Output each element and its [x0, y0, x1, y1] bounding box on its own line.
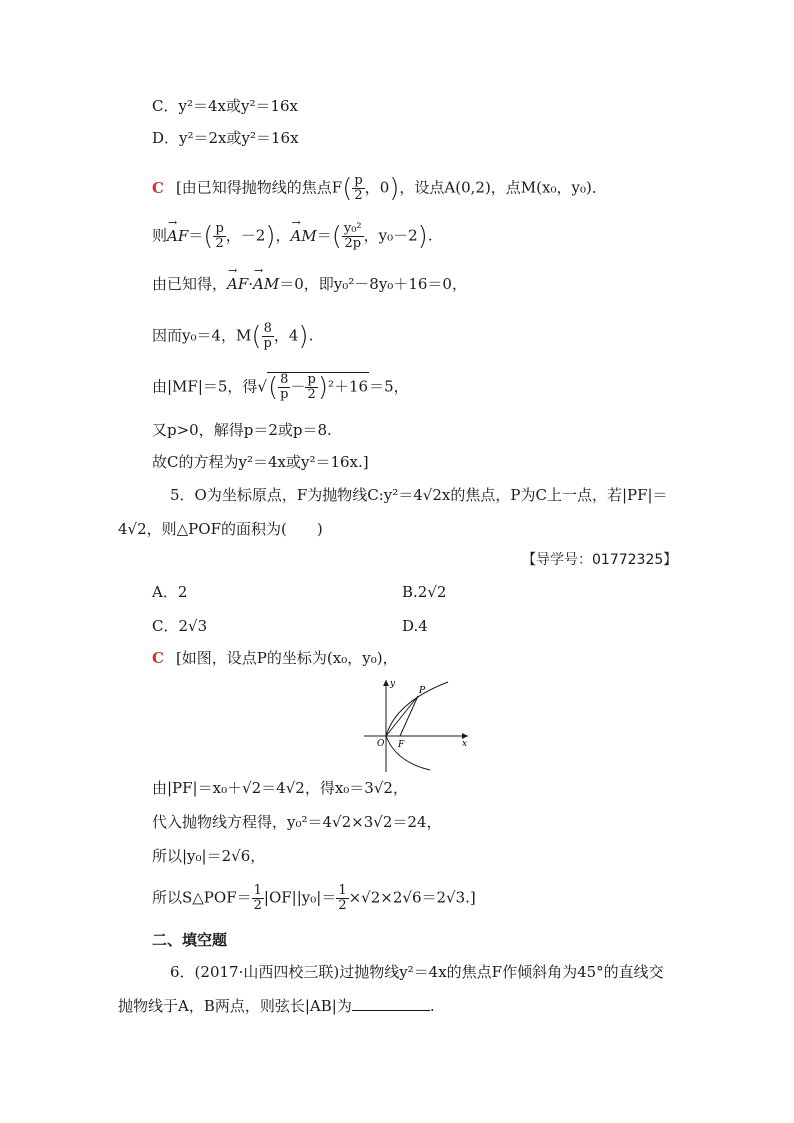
label-f: F [398, 740, 405, 750]
q5-solution-line-4: 所以|y₀|＝2√6， [152, 847, 266, 865]
fraction: $\frac{1}{2}$ [338, 883, 347, 913]
q4-solution-line-2: 则→ AF＝( $\frac{p}{2}$ ，－2)，→ AM＝( $\frac{\text{y₀²}}{2p}$ ，y₀－2). [152, 222, 433, 251]
text: ＝0，即y₀²－8y₀＋16＝0， [279, 275, 467, 293]
q4-solution-line-4: 因而y₀＝4，M( $\frac{8}{p}$ ，4). [152, 321, 314, 352]
q5-stem-line-2: 4√2，则△POF的面积为( ) [118, 520, 323, 538]
text: |OF||y₀|＝ [263, 888, 337, 907]
text: ＝ [188, 226, 204, 245]
text: [由已知得抛物线的焦点F [175, 178, 343, 197]
label-y: y [390, 679, 396, 689]
label-x: x [462, 739, 468, 749]
text: ，设点A(0,2)，点M(x₀，y₀)． [399, 178, 607, 197]
q5-solution-line-3: 代入抛物线方程得，y₀²＝4√2×3√2＝24， [152, 813, 442, 831]
text: 因而y₀＝4，M [152, 326, 252, 345]
q5-option-d: D.4 [402, 617, 428, 635]
fraction: $\frac{p}{2}$ [354, 173, 363, 203]
q4-solution-line-7: 故C的方程为y²＝4x或y²＝16x.] [152, 453, 369, 471]
text: 由已知得， [152, 275, 228, 293]
text: ，4 [273, 326, 299, 345]
label-p: P [419, 686, 426, 696]
q4-solution-line-3 [152, 274, 467, 294]
fraction: $\frac{p}{2}$ [215, 221, 224, 251]
text: [如图，设点P的坐标为(x₀，y₀)， [175, 649, 398, 667]
q5-solution-line-2: 由|PF|＝x₀＋√2＝4√2，得x₀＝3√2， [152, 779, 408, 797]
text: ，－2 [225, 226, 266, 245]
label-o: O [377, 739, 385, 749]
segment-op [386, 696, 418, 736]
q4-solution-line-6: 又p>0，解得p＝2或p＝8. [152, 421, 332, 439]
option-d-prev: D．y²＝2x或y²＝16x [152, 129, 299, 147]
q6-stem-line-2 [118, 996, 435, 1016]
guide-ref-number: 【导学号：01772325】 [522, 552, 678, 568]
parabola-figure [356, 676, 476, 776]
q5-option-c: C．2√3 [152, 617, 208, 635]
q5-solution-line-5 [152, 884, 476, 913]
text: ×√2×2√6＝2√3.] [348, 888, 476, 907]
q5-option-a: A．2 [152, 583, 188, 601]
text: ＝5， [369, 377, 409, 396]
sqrt-expression: ( $\frac{8}{p}$ － $\frac{p}{2}$ )²＋16 [267, 372, 369, 403]
y-axis-arrow [383, 680, 389, 686]
text: 抛物线于A，B两点，则弦长|AB|为 [118, 997, 352, 1015]
q5-solution-line-1 [152, 648, 398, 668]
text: 所以S△POF＝ [152, 888, 252, 907]
text: ，y₀－2 [363, 226, 418, 245]
vector-am: → AM [290, 226, 316, 246]
answer-blank[interactable] [352, 996, 430, 1011]
q6-stem-line-1: 6．(2017·山西四校三联)过抛物线y²＝4x的焦点F作倾斜角为45°的直线交 [170, 963, 664, 981]
q5-option-b: B.2√2 [402, 583, 447, 601]
q4-solution-line-5: 由|MF|＝5，得√( $\frac{8}{p}$ － $\frac{p}{2}$ )²＋16＝5， [152, 372, 409, 403]
parabola-curve [386, 682, 448, 770]
option-c-prev: C．y²＝4x或y²＝16x [152, 97, 299, 115]
fraction: $\frac{8}{p}$ [263, 321, 272, 351]
q4-solution-line-1: C [由已知得抛物线的焦点F( $\frac{p}{2}$ ，0)，设点A(0,2)，点M(x₀，y₀)． [152, 173, 607, 204]
answer-letter: C [152, 649, 164, 667]
segment-fp [400, 696, 418, 736]
section-heading: 二、填空题 [152, 931, 228, 949]
fraction: $\frac{\text{y₀²}}{2p}$ [343, 221, 362, 251]
vector-am: → AM [253, 274, 279, 294]
text: 则 [152, 226, 168, 245]
text: · [248, 275, 254, 293]
q5-stem-line-1: 5．O为坐标原点，F为抛物线C:y²＝4√2x的焦点，P为C上一点，若|PF|＝ [170, 486, 668, 504]
text: ²＋16 [327, 377, 369, 396]
vector-af: → AF [167, 226, 188, 246]
vector-af: → AF [227, 274, 248, 294]
text: . [429, 997, 435, 1015]
text: 由|MF|＝5，得 [152, 377, 258, 396]
fraction: $\frac{1}{2}$ [253, 883, 262, 913]
answer-letter: C [152, 178, 164, 197]
